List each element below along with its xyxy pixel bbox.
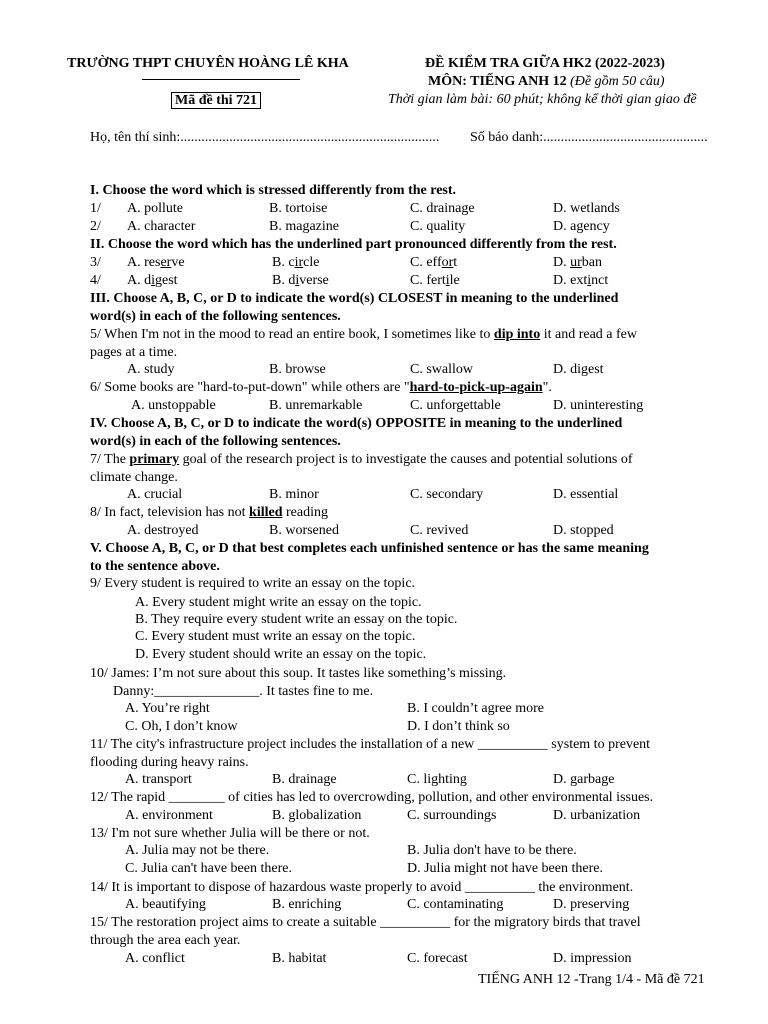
q4-option-a: A. digest	[127, 273, 178, 288]
q8-underlined: killed	[249, 505, 283, 520]
q5-option-a: A. study	[127, 362, 175, 377]
page-footer: TIẾNG ANH 12 -Trang 1/4 - Mã đề 721	[478, 972, 705, 987]
q6-underlined: hard-to-pick-up-again	[409, 380, 543, 395]
q15-stem-cont: through the area each year.	[90, 933, 241, 948]
section-5-heading: V. Choose A, B, C, or D that best completes each unfinished sentence or has the same meaning	[90, 541, 649, 556]
q5-option-d: D. digest	[553, 362, 604, 377]
q7-option-b: B. minor	[269, 487, 319, 502]
q2-option-a: A. character	[127, 219, 196, 234]
q7-option-d: D. essential	[553, 487, 619, 502]
q13-option-c: C. Julia can't have been there.	[125, 861, 292, 876]
q2-option-c: C. quality	[410, 219, 466, 234]
q2-number: 2/	[90, 219, 101, 234]
q12-option-a: A. environment	[125, 808, 213, 823]
section-4-heading: IV. Choose A, B, C, or D to indicate the word(s) OPPOSITE in meaning to the underlined	[90, 416, 623, 431]
q5-stem: 5/ When I'm not in the mood to read an entire book, I sometimes like to dip into it and read a few	[90, 327, 638, 342]
student-name-field: Họ, tên thí sinh:..........................................................................	[90, 130, 440, 145]
q5-option-b: B. browse	[269, 362, 326, 377]
q13-option-a: A. Julia may not be there.	[125, 843, 270, 858]
header-divider	[142, 79, 300, 80]
q1-number: 1/	[90, 201, 101, 216]
q7-option-a: A. crucial	[127, 487, 183, 502]
q15-option-a: A. conflict	[125, 951, 185, 966]
q8-option-d: D. stopped	[553, 523, 614, 538]
time-note: Thời gian làm bài: 60 phút; không kể thời gian giao đề	[388, 92, 697, 107]
q4-option-d: D. extinct	[553, 273, 609, 288]
q10-option-b: B. I couldn’t agree more	[407, 701, 544, 716]
q9-option-c: C. Every student must write an essay on the topic.	[135, 629, 416, 644]
exam-code-box: Mã đề thi 721	[171, 92, 261, 109]
subject-line	[428, 74, 665, 90]
q15-option-c: C. forecast	[407, 951, 468, 966]
q3-option-b: B. circle	[272, 255, 320, 270]
subject-note: (Đề gồm 50 câu)	[570, 74, 665, 89]
q6-option-a: A. unstoppable	[131, 398, 216, 413]
q10-option-c: C. Oh, I don’t know	[125, 719, 238, 734]
q11-option-d: D. garbage	[553, 772, 615, 787]
exam-title: ĐỀ KIỂM TRA GIỮA HK2 (2022-2023)	[425, 56, 665, 71]
q3-option-d: D. urban	[553, 255, 603, 270]
q6-option-b: B. unremarkable	[269, 398, 363, 413]
q3-number: 3/	[90, 255, 101, 270]
q14-option-b: B. enriching	[272, 897, 342, 912]
q14-option-d: D. preserving	[553, 897, 630, 912]
q6-option-d: D. uninteresting	[553, 398, 644, 413]
q8-option-a: A. destroyed	[127, 523, 199, 538]
q15-stem: 15/ The restoration project aims to create a suitable __________ for the migratory birds that travel	[90, 915, 641, 930]
q14-option-a: A. beautifying	[125, 897, 206, 912]
q5-underlined: dip into	[493, 327, 541, 342]
q14-option-c: C. contaminating	[407, 897, 504, 912]
q11-stem: 11/ The city's infrastructure project includes the installation of a new __________ system to prevent	[90, 737, 651, 752]
q7-underlined: primary	[129, 452, 180, 467]
section-4-heading-cont: word(s) in each of the following sentences.	[90, 434, 341, 449]
section-3-heading-cont: word(s) in each of the following sentences.	[90, 309, 341, 324]
q3-option-c: C. effort	[410, 255, 458, 270]
q12-option-d: D. urbanization	[553, 808, 641, 823]
q12-option-b: B. globalization	[272, 808, 362, 823]
q15-option-b: B. habitat	[272, 951, 327, 966]
section-5-heading-cont: to the sentence above.	[90, 559, 220, 574]
q7-stem-cont: climate change.	[90, 470, 178, 485]
q12-option-c: C. surroundings	[407, 808, 497, 823]
q11-option-b: B. drainage	[272, 772, 337, 787]
q4-option-b: B. diverse	[272, 273, 329, 288]
q1-option-c: C. drainage	[410, 201, 475, 216]
q9-option-b: B. They require every student write an essay on the topic.	[135, 612, 458, 627]
q5-option-c: C. swallow	[410, 362, 473, 377]
q8-option-c: C. revived	[410, 523, 469, 538]
q9-option-a: A. Every student might write an essay on the topic.	[135, 595, 422, 610]
q5-stem-cont: pages at a time.	[90, 345, 178, 360]
q15-option-d: D. impression	[553, 951, 632, 966]
section-2-heading: II. Choose the word which has the underlined part pronounced differently from the rest.	[90, 237, 617, 252]
q6-stem: 6/ Some books are "hard-to-put-down" while others are "hard-to-pick-up-again".	[90, 380, 552, 395]
q13-option-b: B. Julia don't have to be there.	[407, 843, 577, 858]
section-3-heading: III. Choose A, B, C, or D to indicate the word(s) CLOSEST in meaning to the underlined	[90, 291, 619, 306]
q2-option-d: D. agency	[553, 219, 610, 234]
q14-stem: 14/ It is important to dispose of hazardous waste properly to avoid __________ the environment.	[90, 880, 634, 895]
q7-stem: 7/ The primary goal of the research project is to investigate the causes and potential solutions of	[90, 452, 633, 467]
q3-option-a: A. reserve	[127, 255, 185, 270]
q13-stem: 13/ I'm not sure whether Julia will be there or not.	[90, 826, 370, 841]
q11-option-a: A. transport	[125, 772, 192, 787]
q10-stem: 10/ James: I’m not sure about this soup. It tastes like something’s missing.	[90, 666, 507, 681]
q2-option-b: B. magazine	[269, 219, 339, 234]
q1-option-b: B. tortoise	[269, 201, 328, 216]
section-1-heading: I. Choose the word which is stressed differently from the rest.	[90, 183, 457, 198]
subject-name: MÔN: TIẾNG ANH 12	[428, 74, 567, 89]
q4-option-c: C. fertile	[410, 273, 460, 288]
exam-code	[171, 93, 261, 109]
q1-option-d: D. wetlands	[553, 201, 620, 216]
q13-option-d: D. Julia might not have been there.	[407, 861, 603, 876]
q1-option-a: A. pollute	[127, 201, 183, 216]
q10-stem-cont: Danny:_______________. It tastes fine to me.	[113, 684, 374, 699]
q11-option-c: C. lighting	[407, 772, 467, 787]
q9-stem: 9/ Every student is required to write an essay on the topic.	[90, 576, 416, 591]
student-number-field: Số báo danh:...............................................	[470, 130, 708, 145]
q10-option-d: D. I don’t think so	[407, 719, 510, 734]
q11-stem-cont: flooding during heavy rains.	[90, 755, 249, 770]
q10-option-a: A. You’re right	[125, 701, 210, 716]
q7-option-c: C. secondary	[410, 487, 484, 502]
q8-option-b: B. worsened	[269, 523, 339, 538]
q9-option-d: D. Every student should write an essay on the topic.	[135, 647, 427, 662]
school-name: TRƯỜNG THPT CHUYÊN HOÀNG LÊ KHA	[67, 56, 349, 71]
q8-stem: 8/ In fact, television has not killed reading	[90, 505, 328, 520]
q12-stem: 12/ The rapid ________ of cities has led to overcrowding, pollution, and other environmental issues.	[90, 790, 654, 805]
q4-number: 4/	[90, 273, 101, 288]
q6-option-c: C. unforgettable	[410, 398, 501, 413]
